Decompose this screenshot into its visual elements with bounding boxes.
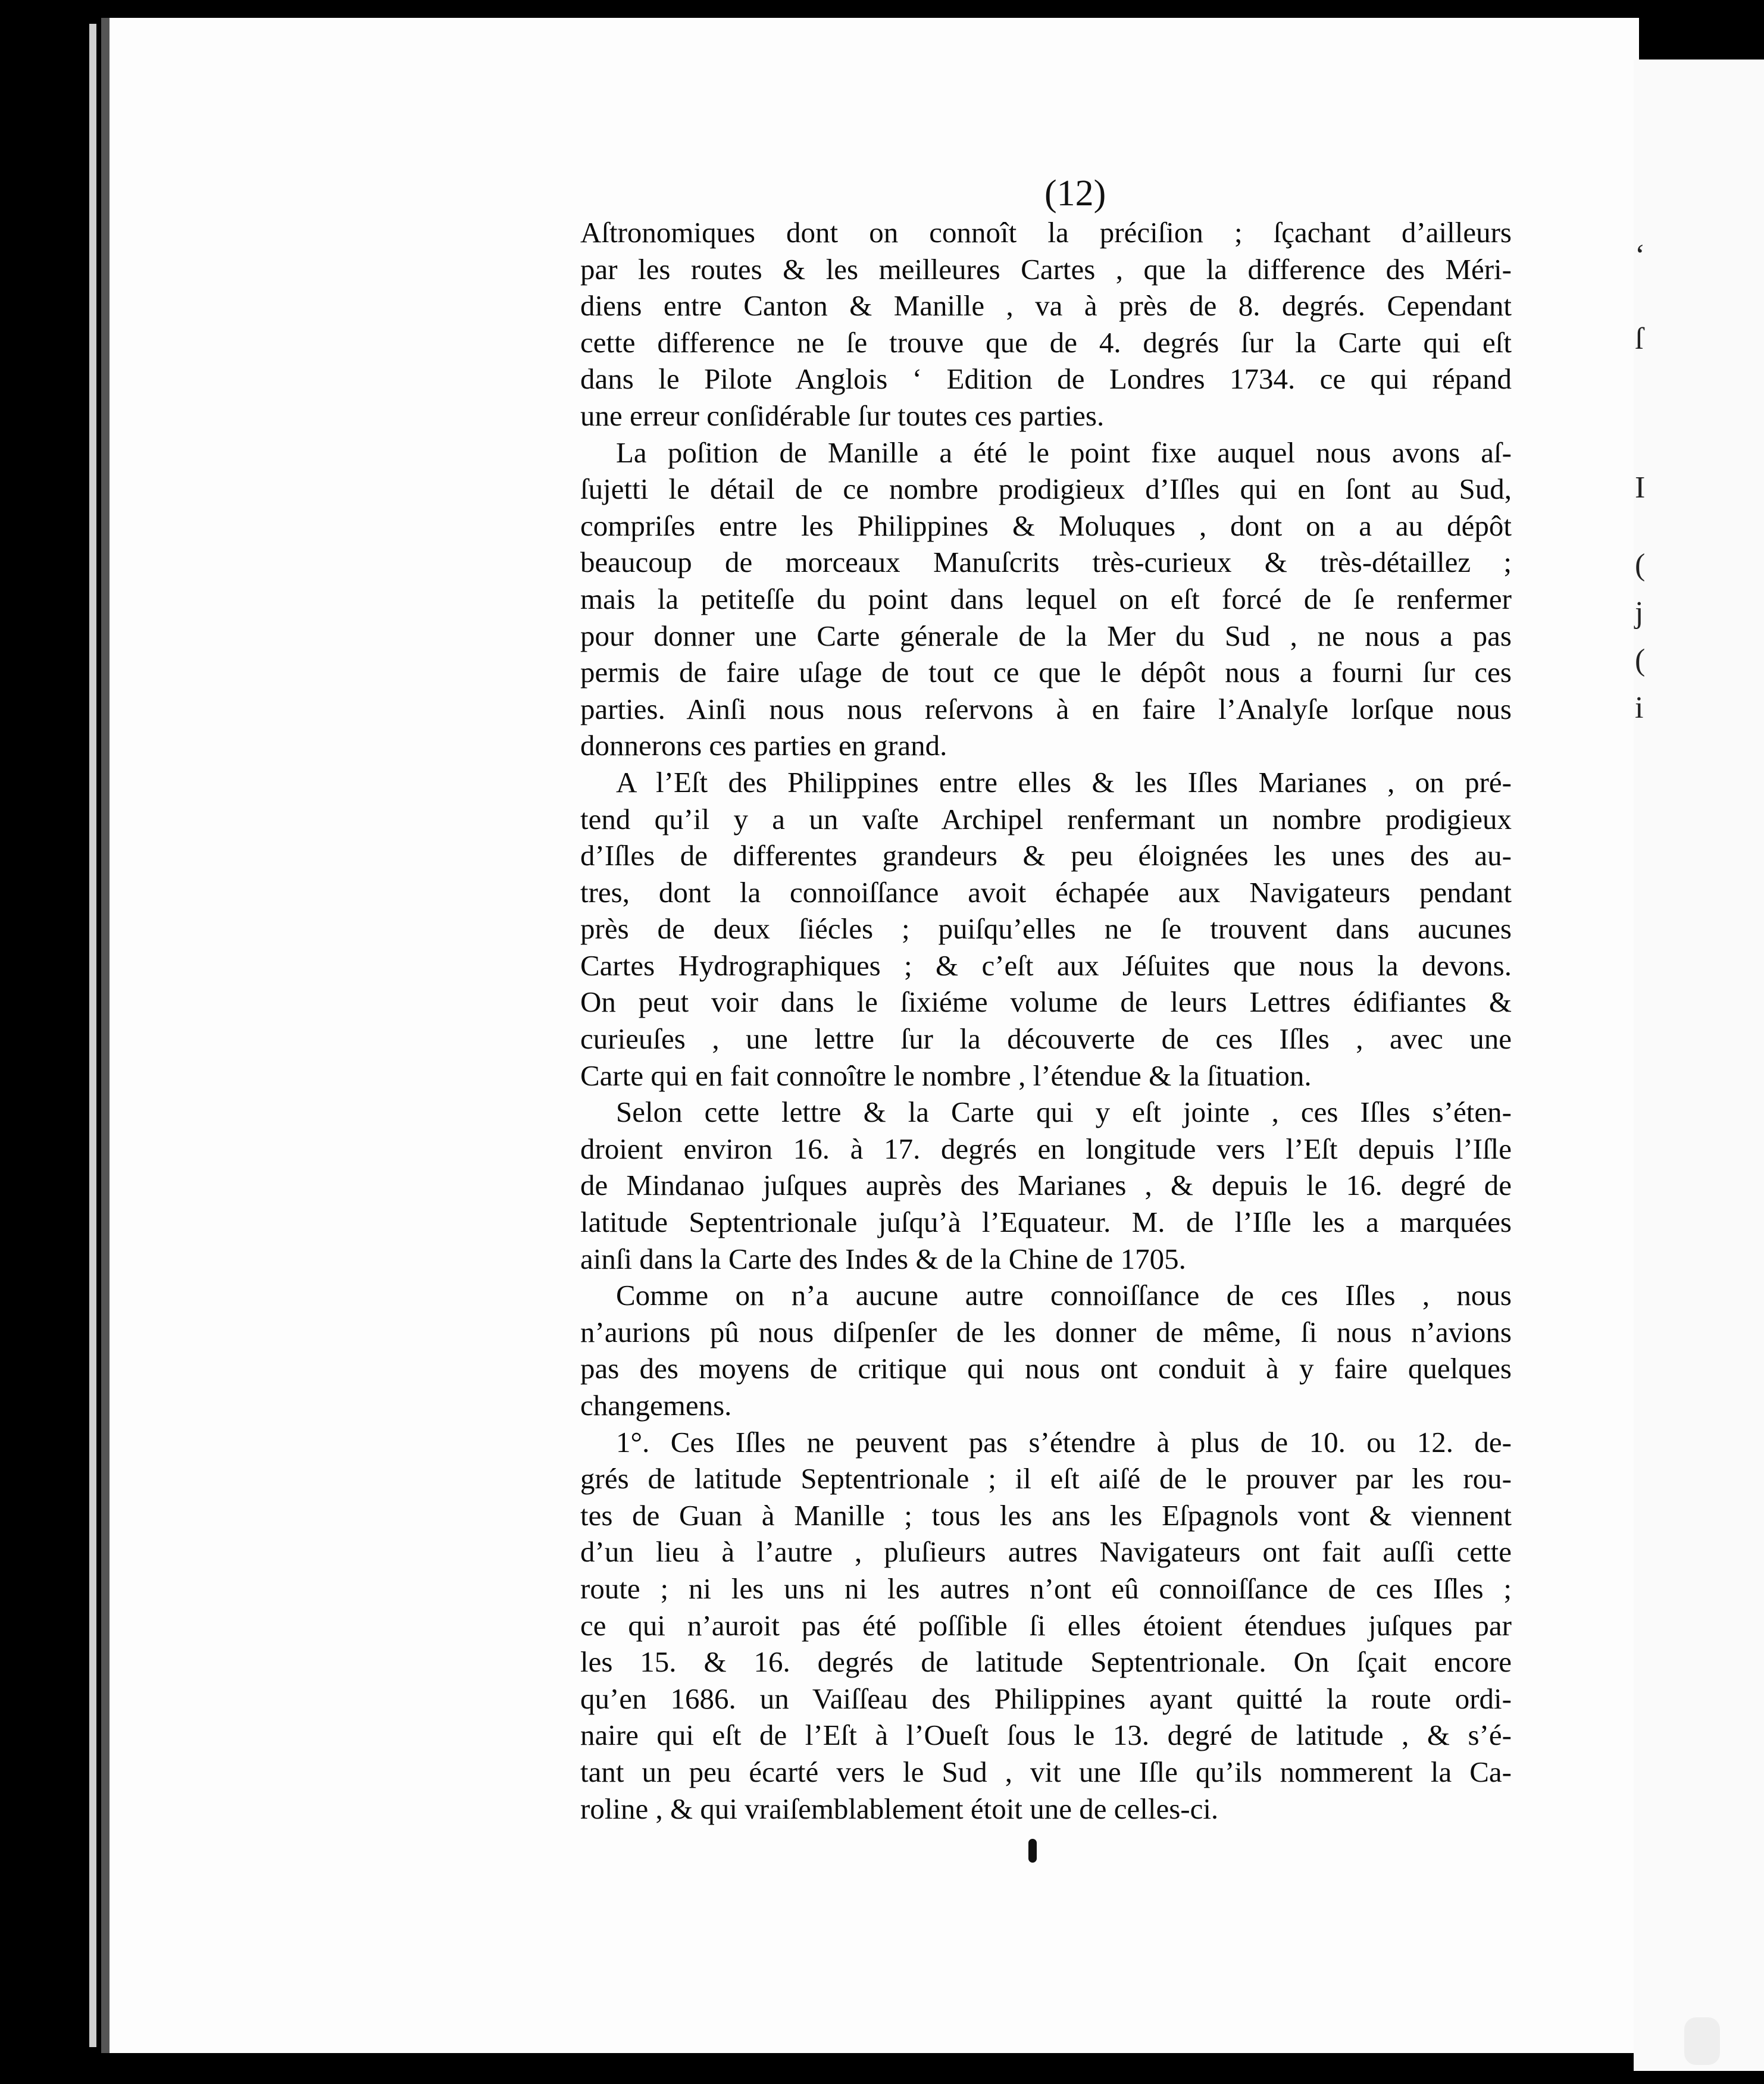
text-line: dans le Pilote Anglois ‘ Edition de Londres 1734. ce qui répand [580, 362, 1512, 396]
text-line: curieuſes , une lettre ſur la découverte de ces Iſles , avec une [580, 1022, 1512, 1056]
text-line: La poſition de Manille a été le point fixe auquel nous avons aſ- [616, 436, 1512, 469]
text-line: donnerons ces parties en grand. [580, 729, 947, 762]
adjacent-page-fragment: j [1635, 596, 1644, 630]
text-line: tes de Guan à Manille ; tous les ans les Eſpagnols vont & viennent [580, 1498, 1512, 1532]
text-line: ce qui n’auroit pas été poſſible ſi elles étoient étendues juſques par [580, 1609, 1512, 1642]
text-line: cette difference ne ſe trouve que de 4. degrés ſur la Carte qui eſt [580, 326, 1512, 359]
text-line: tend qu’il y a un vaſte Archipel renfermant un nombre prodigieux [580, 802, 1512, 836]
text-line: ainſi dans la Carte des Indes & de la Chine de 1705. [580, 1242, 1186, 1275]
adjacent-page-strip [1634, 60, 1764, 2071]
text-line: Comme on n’a aucune autre connoiſſance de ces Iſles , nous [616, 1279, 1512, 1312]
text-line: par les routes & les meilleures Cartes , que la difference des Méri- [580, 252, 1512, 286]
text-line: Cartes Hydrographiques ; & c’eſt aux Jéſuites que nous la devons. [580, 949, 1512, 982]
text-line: d’Iſles de differentes grandeurs & peu éloignées les unes des au- [580, 839, 1512, 872]
adjacent-page-fragment: ( [1635, 643, 1646, 677]
corner-stain [1684, 2017, 1720, 2065]
text-line: d’un lieu à l’autre , pluſieurs autres Navigateurs ont fait auſſi cette [580, 1535, 1512, 1569]
adjacent-page-fragment: ‘ [1635, 239, 1646, 273]
text-line: une erreur conſidérable ſur toutes ces parties. [580, 399, 1105, 432]
text-line: pour donner une Carte génerale de la Mer du Sud , ne nous a pas [580, 619, 1512, 652]
text-line: Aſtronomiques dont on connoît la préciſion ; ſçachant d’ailleurs [580, 216, 1512, 249]
text-line: beaucoup de morceaux Manuſcrits très-curieux & très-détaillez ; [580, 546, 1512, 579]
printer-mark [1028, 1839, 1037, 1863]
text-line: pas des moyens de critique qui nous ont conduit à y faire quelques [580, 1352, 1512, 1385]
adjacent-page-fragment: ( [1635, 548, 1646, 582]
text-line: On peut voir dans le ſixiéme volume de leurs Lettres édifiantes & [580, 985, 1512, 1019]
text-line: diens entre Canton & Manille , va à près de 8. degrés. Cependant [580, 289, 1512, 323]
text-line: permis de faire uſage de tout ce que le dépôt nous a fourni ſur ces [580, 656, 1512, 689]
page-number: (12) [1044, 173, 1106, 214]
text-line: 1°. Ces Iſles ne peuvent pas s’étendre à plus de 10. ou 12. de- [616, 1425, 1512, 1459]
text-line: n’aurions pû nous diſpenſer de les donner de même, ſi nous n’avions [580, 1315, 1512, 1348]
text-line: Selon cette lettre & la Carte qui y eſt jointe , ces Iſles s’éten- [616, 1096, 1512, 1129]
adjacent-page-fragment: I [1635, 471, 1646, 505]
text-line: qu’en 1686. un Vaiſſeau des Philippines ayant quitté la route ordi- [580, 1682, 1512, 1715]
text-line: droient environ 16. à 17. degrés en longitude vers l’Eſt depuis l’Iſle [580, 1132, 1512, 1165]
page-binding-edge [89, 24, 96, 2047]
text-line: changemens. [580, 1389, 732, 1422]
text-line: naire qui eſt de l’Eſt à l’Oueſt ſous le 13. degré de latitude , & s’é- [580, 1719, 1512, 1752]
text-line: grés de latitude Septentrionale ; il eſt aiſé de le prouver par les rou- [580, 1462, 1512, 1495]
text-line: mais la petiteſſe du point dans lequel on eſt forcé de ſe renfermer [580, 582, 1512, 615]
text-line: tres, dont la connoiſſance avoit échapée aux Navigateurs pendant [580, 875, 1512, 909]
text-line: ſujetti le détail de ce nombre prodigieux d’Iſles qui en ſont au Sud, [580, 473, 1512, 506]
text-line: près de deux ſiécles ; puiſqu’elles ne ſe trouvent dans aucunes [580, 912, 1512, 946]
text-line: de Mindanao juſques auprès des Marianes , & depuis le 16. degré de [580, 1169, 1512, 1202]
adjacent-page-fragment: ſ [1635, 322, 1644, 356]
text-line: les 15. & 16. degrés de latitude Septentrionale. On ſçait encore [580, 1645, 1512, 1679]
adjacent-page-fragment: i [1635, 691, 1644, 725]
text-line: parties. Ainſi nous nous reſervons à en faire l’Analyſe lorſque nous [580, 692, 1512, 725]
text-line: tant un peu écarté vers le Sud , vit une Iſle qu’ils nommerent la Ca- [580, 1755, 1512, 1788]
body-text [580, 214, 1512, 1827]
text-line: roline , & qui vraiſemblablement étoit une de celles-ci. [580, 1792, 1219, 1825]
text-line: route ; ni les uns ni les autres n’ont eû connoiſſance de ces Iſles ; [580, 1572, 1512, 1605]
text-line: Carte qui en fait connoître le nombre , l’étendue & la ſituation. [580, 1059, 1312, 1092]
text-line: compriſes entre les Philippines & Moluques , dont on a au dépôt [580, 509, 1512, 542]
text-line: A l’Eſt des Philippines entre elles & les Iſles Marianes , on pré- [616, 765, 1512, 799]
text-line: latitude Septentrionale juſqu’à l’Equateur. M. de l’Iſle les a marquées [580, 1206, 1512, 1239]
